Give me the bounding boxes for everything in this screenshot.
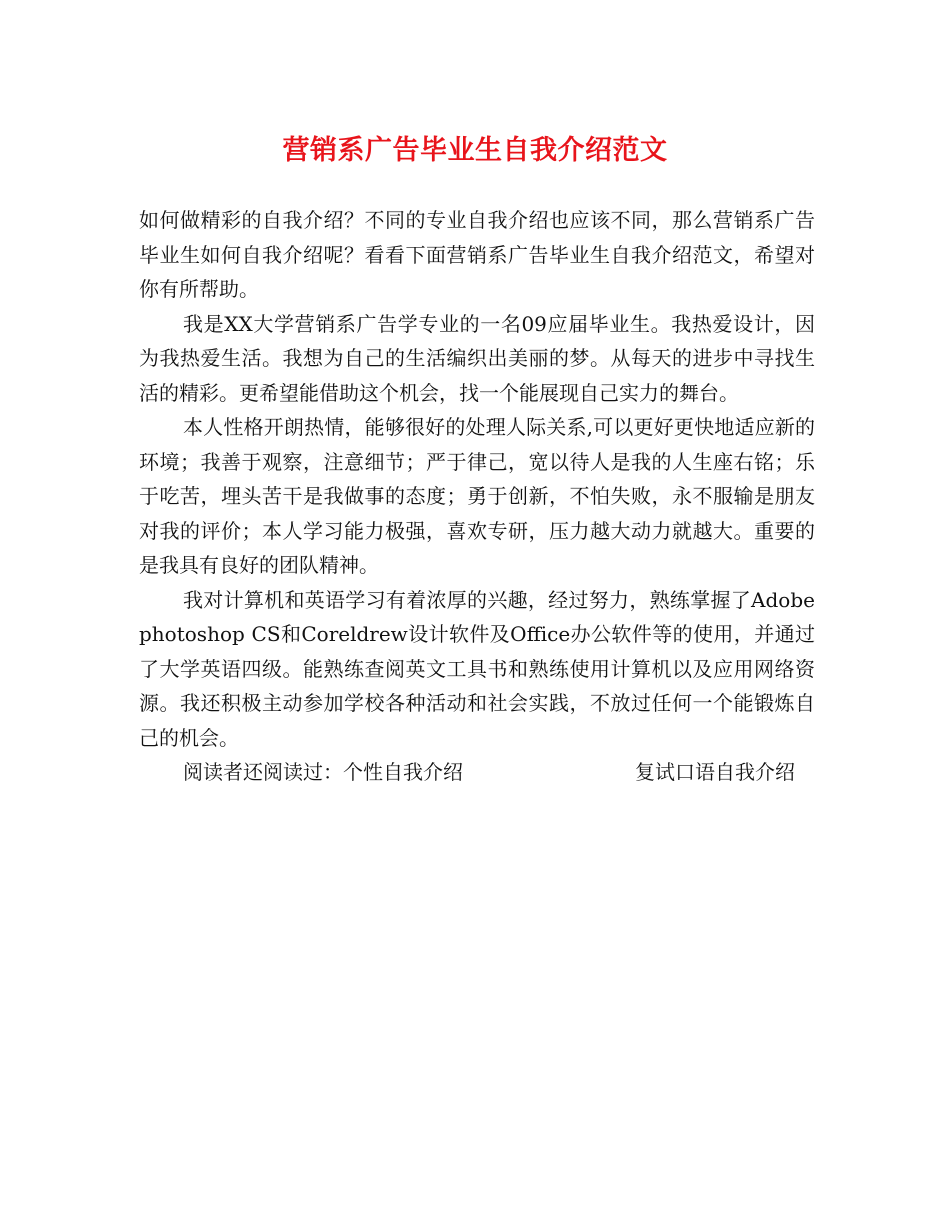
skills-paragraph: 我对计算机和英语学习有着浓厚的兴趣，经过努力，熟练掌握了Adobe photoshop CS和Coreldrew设计软件及Office办公软件等的使用，并通过了大学英语四级。能熟练查阅英文工具书和熟练使用计算机以及应用网络资源。我还积极主动参加学校各种活动和社会实践，不放过任何一个能锻炼自己的机会。 — [139, 587, 815, 750]
document-body — [139, 203, 815, 790]
document-title: 营销系广告毕业生自我介绍范文 — [282, 135, 668, 166]
related-link-personal-intro[interactable]: 个性自我介绍 — [343, 760, 463, 784]
intro-paragraph: 如何做精彩的自我介绍？不同的专业自我介绍也应该不同，那么营销系广告毕业生如何自我介绍呢？看看下面营销系广告毕业生自我介绍范文，希望对你有所帮助。 — [139, 208, 815, 301]
related-link-oral-intro[interactable]: 复试口语自我介绍 — [635, 760, 795, 784]
related-articles — [139, 755, 815, 790]
background-paragraph: 我是XX大学营销系广告学专业的一名09应届毕业生。我热爱设计，因为我热爱生活。我想为自己的生活编织出美丽的梦。从每天的进步中寻找生活的精彩。更希望能借助这个机会，找一个能展现自己实力的舞台。 — [139, 311, 815, 405]
personality-paragraph: 本人性格开朗热情，能够很好的处理人际关系,可以更好更快地适应新的环境；我善于观察，注意细节；严于律己，宽以待人是我的人生座右铭；乐于吃苦，埋头苦干是我做事的态度；勇于创新，不怕失败，永不服输是朋友对我的评价；本人学习能力极强，喜欢专研，压力越大动力就越大。重要的是我具有良好的团队精神。 — [139, 415, 815, 577]
related-label: 阅读者还阅读过： — [183, 760, 343, 784]
